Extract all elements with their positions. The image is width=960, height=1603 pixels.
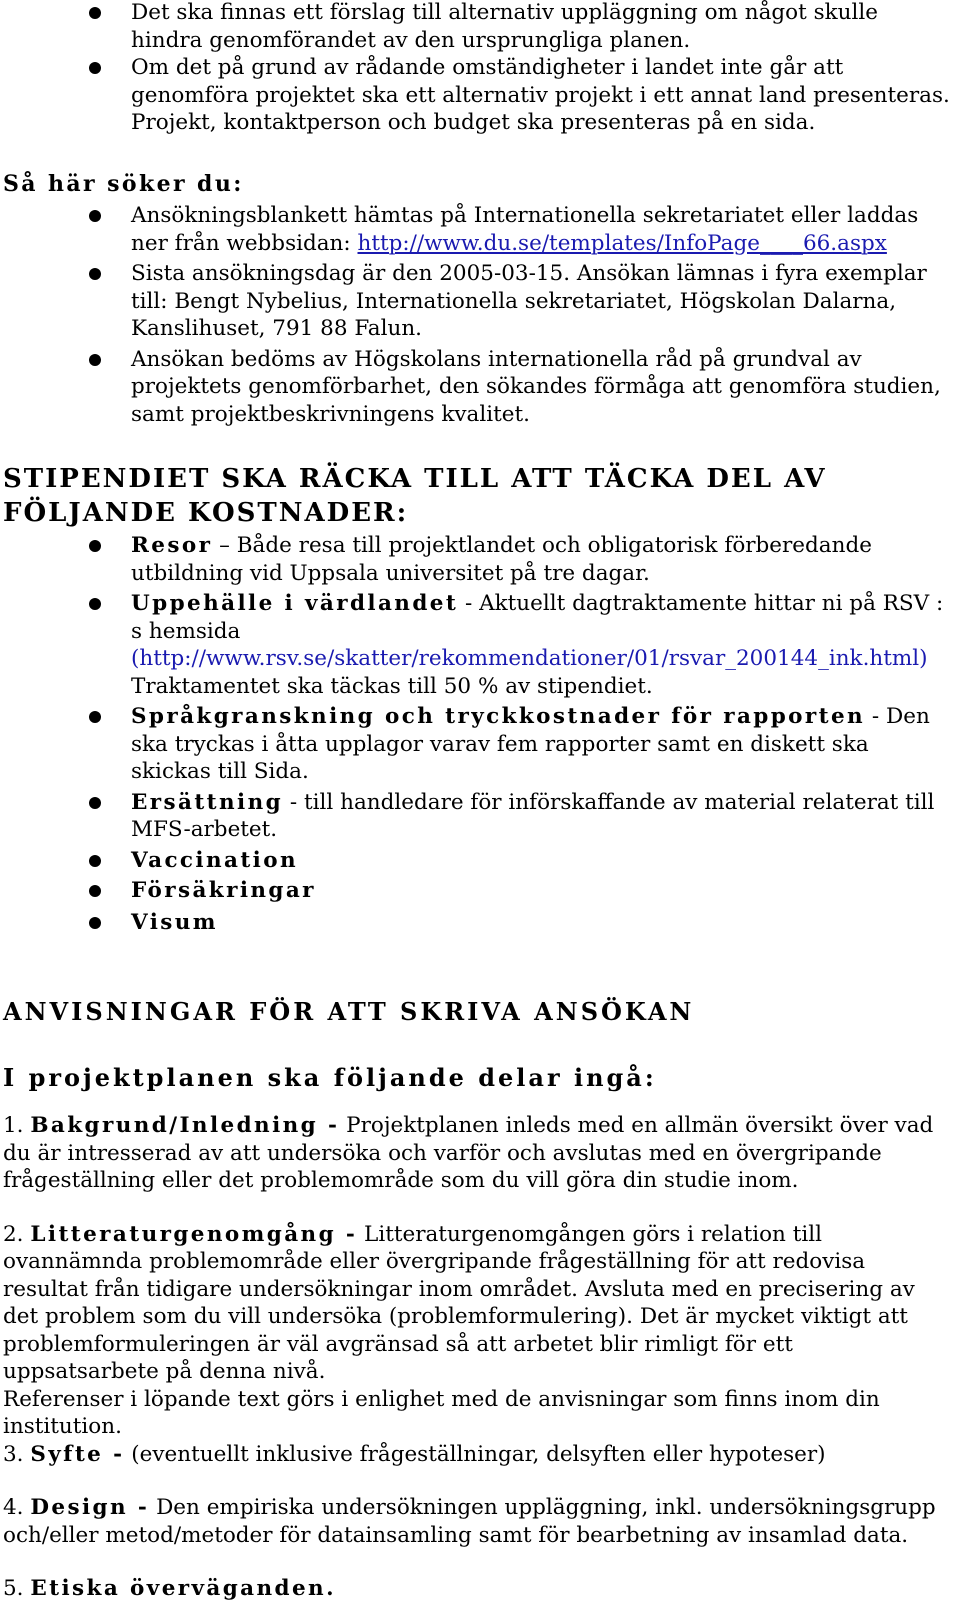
bullet-icon	[89, 917, 101, 929]
list-item	[3, 847, 960, 875]
plan-section-3	[3, 1441, 960, 1469]
bullet-icon	[89, 598, 101, 610]
list-item	[3, 0, 960, 54]
bullet-icon	[89, 797, 101, 809]
cost-text-resor: – Både resa till projektlandet och obligatorisk förberedande utbildning vid Uppsala universitet på tre dagar.	[131, 533, 872, 586]
cost-label-sprak: Språkgranskning och tryckkostnader för rapporten	[131, 704, 866, 729]
section-subheading-plan: I projektplanen ska följande delar ingå:	[3, 1063, 657, 1092]
bullet-icon	[89, 7, 101, 19]
cost-text-uppehalle: - Aktuellt dagtraktamente hittar ni på RSV : s hemsida	[131, 591, 944, 644]
list-item-text: Ansökan bedöms av Högskolans internationella råd på grundval av projektets genomförbarhet, den sökandes förmåga att genomföra studien, samt projektbeskrivningens kvalitet.	[131, 346, 941, 427]
section-label: Syfte -	[30, 1441, 125, 1467]
costs-bullet-list	[3, 532, 960, 936]
list-item-text: Ansökningsblankett hämtas på Internationella sekretariatet eller laddas ner från webbsidan:	[131, 203, 919, 256]
cost-label-vaccination: Vaccination	[131, 847, 299, 873]
list-item	[3, 877, 960, 905]
cost-label-uppehalle: Uppehälle i värdlandet	[131, 591, 459, 616]
plan-section-2	[3, 1221, 960, 1386]
section-heading-apply: Så här söker du:	[3, 170, 244, 197]
rsv-link[interactable]: (http://www.rsv.se/skatter/rekommendationer/01/rsvar_200144_ink.html)	[131, 646, 928, 671]
bullet-icon	[89, 885, 101, 897]
bullet-icon	[89, 268, 101, 280]
cost-label-resor: Resor	[131, 533, 213, 558]
bullet-icon	[89, 711, 101, 723]
infopage-link[interactable]: http://www.du.se/templates/InfoPage____66.aspx	[357, 230, 887, 256]
plan-section-1	[3, 1112, 960, 1195]
cost-label-visum: Visum	[131, 909, 218, 935]
bullet-icon	[89, 354, 101, 366]
section-text: Den empiriska undersökningen uppläggning, inkl. undersökningsgrupp och/eller metod/metoder för datainsamling samt för bearbetning av insamlad data.	[3, 1495, 936, 1548]
section-heading-instructions: ANVISNINGAR FÖR ATT SKRIVA ANSÖKAN	[3, 997, 695, 1026]
list-item	[3, 590, 960, 700]
section-number: 1.	[3, 1113, 31, 1138]
list-item	[3, 54, 960, 137]
list-item	[3, 260, 960, 343]
cost-text-sprak: - Den ska tryckas i åtta upplagor varav fem rapporter samt en diskett ska skickas till Sida.	[131, 704, 930, 784]
section-number: 3.	[3, 1441, 31, 1467]
list-item	[3, 789, 960, 844]
bullet-icon	[89, 540, 101, 552]
section-heading-costs: STIPENDIET SKA RÄCKA TILL ATT TÄCKA DEL AV FÖLJANDE KOSTNADER:	[3, 464, 827, 528]
cost-label-forsakringar: Försäkringar	[131, 878, 316, 903]
section-label: Etiska överväganden.	[30, 1576, 336, 1601]
list-item-text: Sista ansökningsdag är den 2005-03-15. Ansökan lämnas i fyra exemplar till: Bengt Nybelius, Internationella sekretariatet, Högskolan Dalarna, Kanslihuset, 791 88 Falun.	[131, 261, 927, 341]
cost-label-ersattning: Ersättning	[131, 789, 284, 815]
bullet-icon	[89, 62, 101, 74]
bullet-icon	[89, 855, 101, 867]
list-item-text: Om det på grund av rådande omständigheter i landet inte går att genomföra projektet ska ett alternativ projekt i ett annat land presenteras. Projekt, kontaktperson och budget ska presenteras på en sida.	[131, 55, 950, 135]
section-text: Litteraturgenomgången görs i relation till ovannämnda problemområde eller övergripande frågeställning för att redovisa resultat från tidigare undersökningar inom området. Avsluta med en precisering av det problem som du vill undersöka (problemformulering). Det är mycket viktigt att problemformuleringen är väl avgränsad så att arbetet blir rimligt för ett uppsatsarbete på denna nivå.	[3, 1221, 915, 1384]
section-text: Projektplanen inleds med en allmän översikt över vad du är intresserad av att undersöka och varför och avslutas med en övergripande frågeställning eller det problemområde som du vill göra din studie inom.	[3, 1113, 934, 1193]
list-item	[3, 346, 960, 429]
section-label: Litteraturgenomgång -	[30, 1221, 358, 1247]
section-text: (eventuellt inklusive frågeställningar, delsyften eller hypoteser)	[124, 1441, 826, 1467]
cost-text-ersattning: - till handledare för införskaffande av material relaterat till MFS-arbetet.	[131, 789, 935, 842]
list-item	[3, 532, 960, 587]
plan-section-4	[3, 1494, 960, 1549]
list-item	[3, 909, 960, 937]
apply-bullet-list	[3, 202, 960, 428]
plan-references-note: Referenser i löpande text görs i enlighet med de anvisningar som finns inom din institution.	[3, 1386, 880, 1439]
section-label: Bakgrund/Inledning -	[30, 1113, 340, 1138]
plan-section-5	[3, 1575, 960, 1603]
list-item	[3, 202, 960, 257]
cost-text-traktamente: Traktamentet ska täckas till 50 % av stipendiet.	[131, 673, 653, 699]
section-label: Design -	[30, 1495, 150, 1520]
section-number: 2.	[3, 1221, 31, 1247]
section-number: 5.	[3, 1576, 31, 1601]
list-item-text: Det ska finnas ett förslag till alternativ uppläggning om något skulle hindra genomförandet av den ursprungliga planen.	[131, 0, 878, 53]
list-item	[3, 703, 960, 786]
section-number: 4.	[3, 1495, 31, 1520]
top-bullet-list	[3, 0, 960, 137]
bullet-icon	[89, 210, 101, 222]
